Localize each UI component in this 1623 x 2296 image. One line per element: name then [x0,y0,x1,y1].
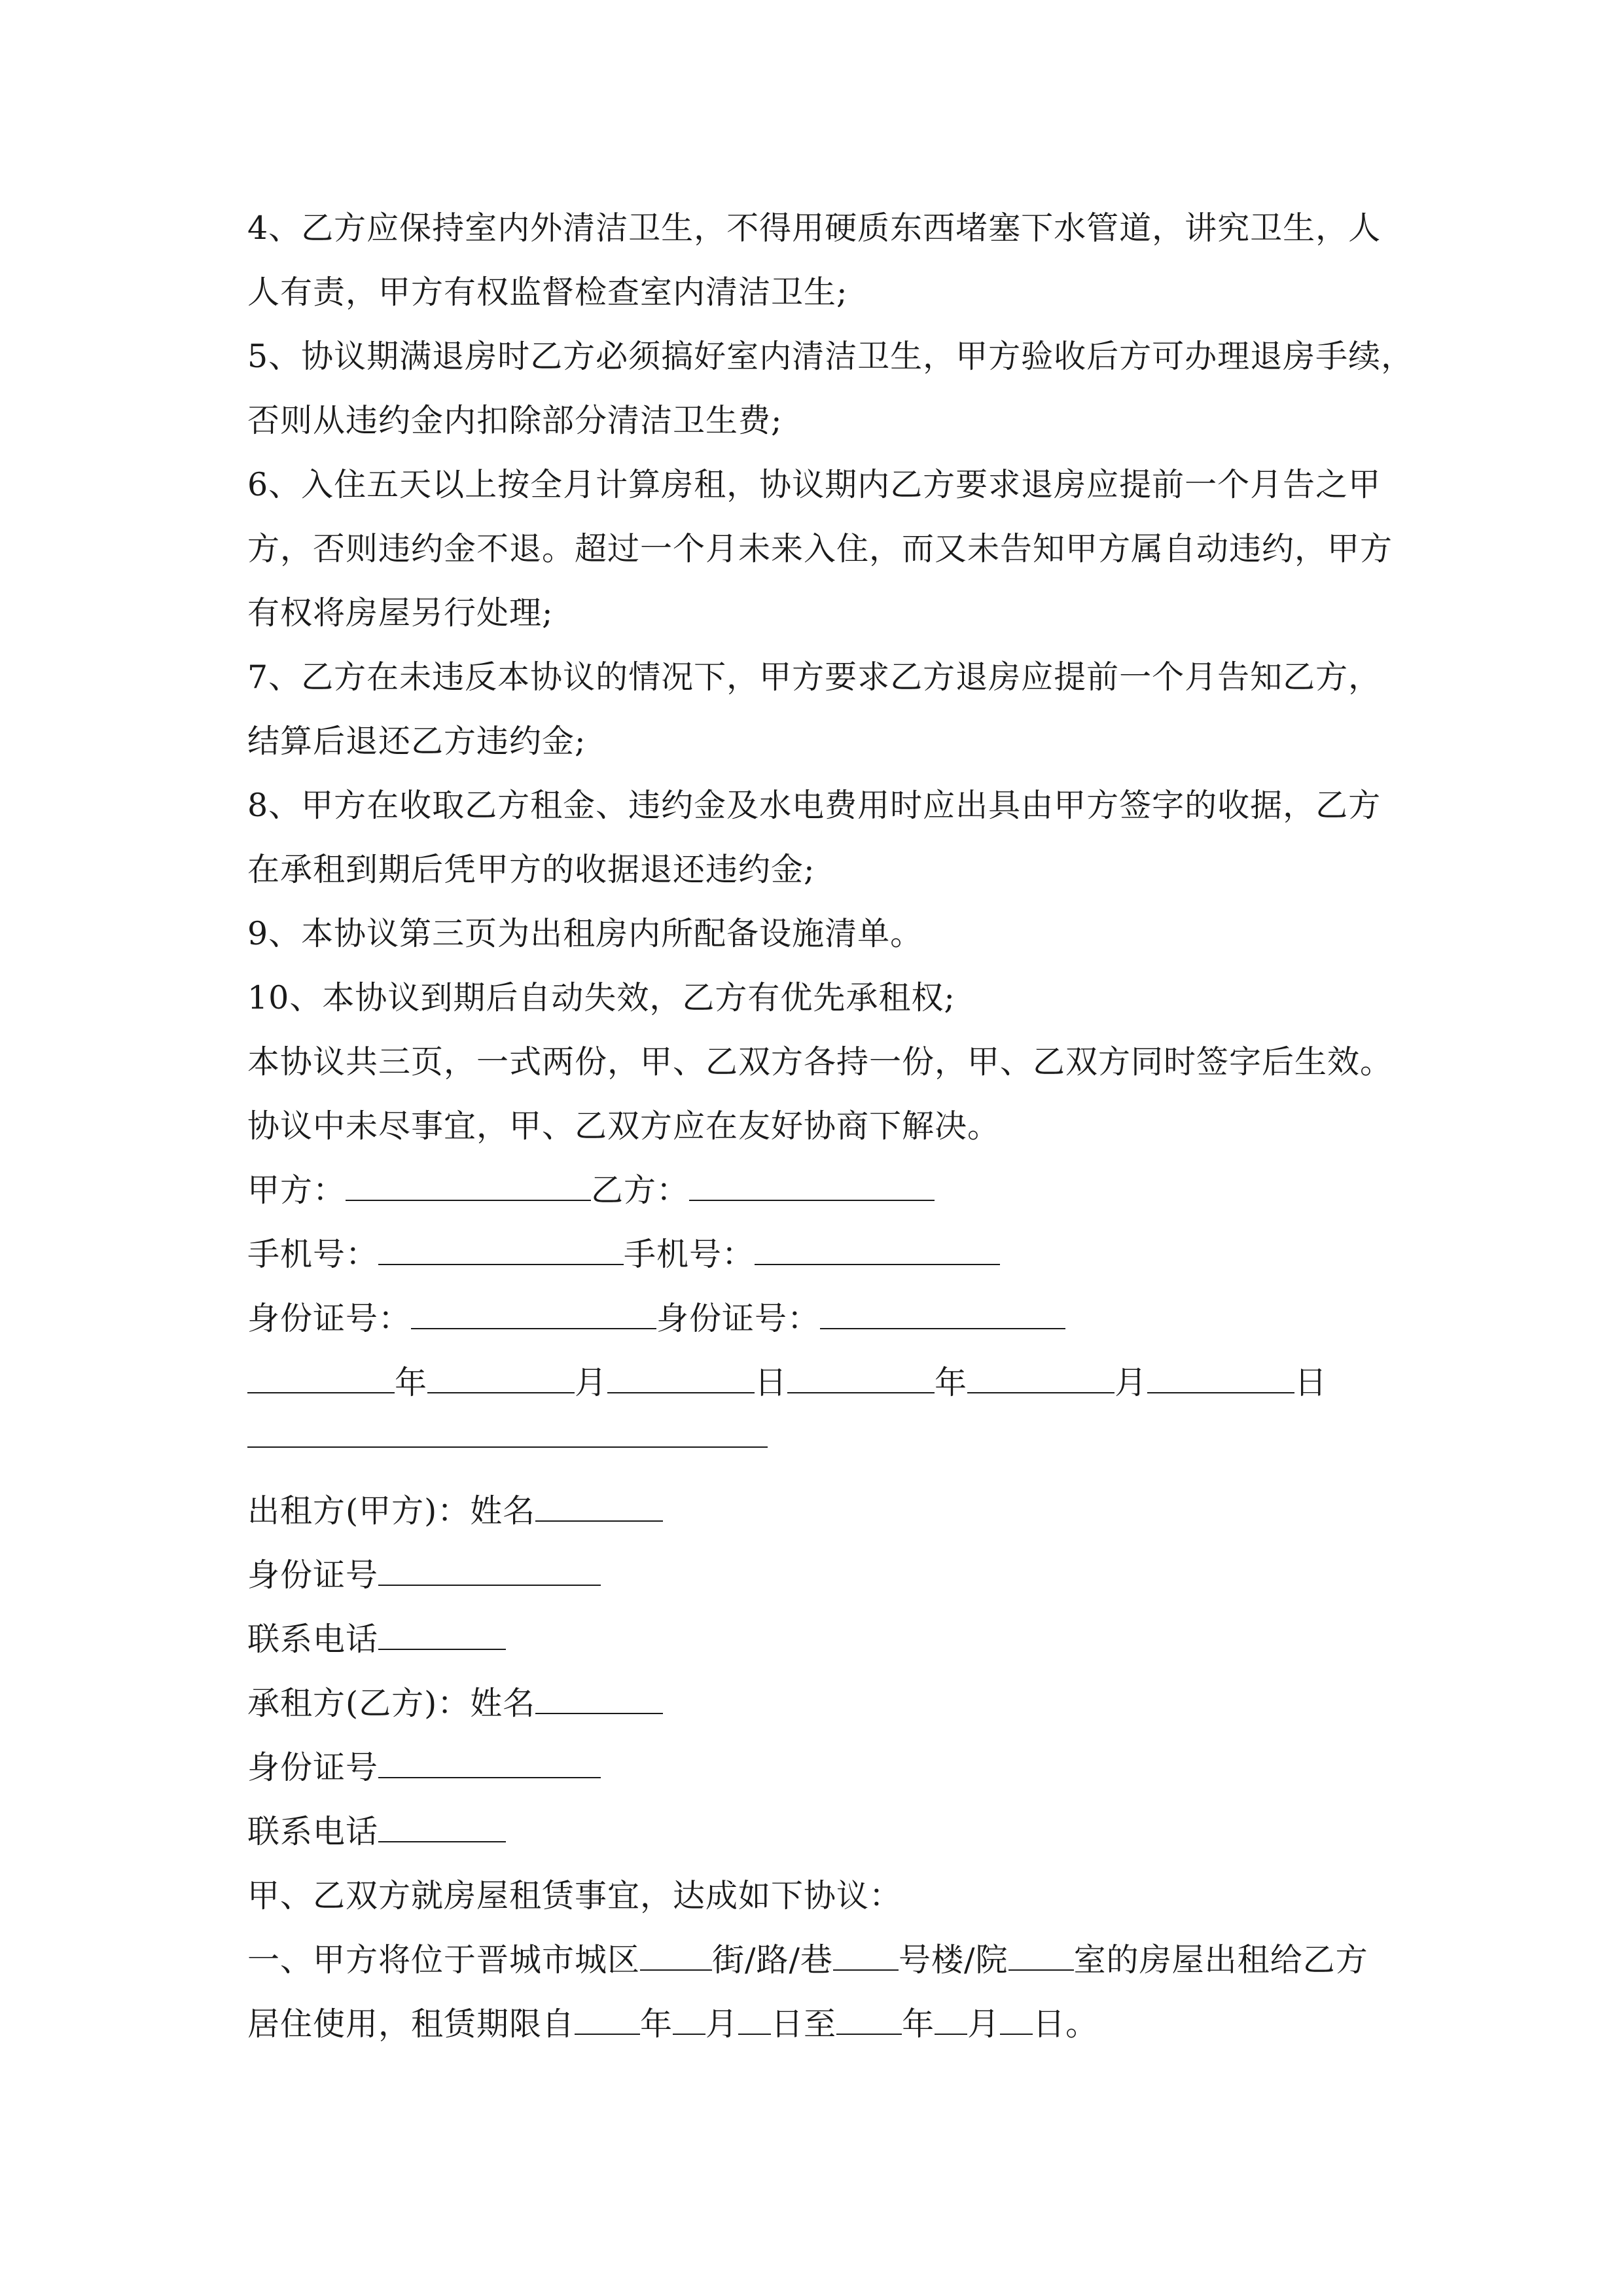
party-b-id-blank[interactable] [820,1302,1065,1329]
clause-5-line-2: 否则从违约金内扣除部分清洁卫生费; [247,402,783,439]
party-a-month-blank[interactable] [427,1366,575,1393]
lessee-name-blank[interactable] [535,1687,663,1714]
agreement-intro: 甲、乙双方就房屋租赁事宜，达成如下协议： [247,1877,902,1914]
clause-7-line-2: 结算后退还乙方违约金; [247,723,586,760]
month-label-b: 月 [1115,1364,1148,1401]
phone-row [247,1223,1412,1287]
party-b-day-blank[interactable] [1147,1366,1294,1393]
end-month-label: 月 [967,2005,1001,2043]
article-1-line-2 [247,1992,1412,2056]
day-label-b: 日 [1294,1364,1328,1401]
closing-line-1: 本协议共三页，一式两份，甲、乙双方各持一份，甲、乙双方同时签字后生效。 [247,1043,1393,1081]
month-label-a: 月 [575,1364,608,1401]
party-signature-row [247,1158,1412,1223]
street-blank[interactable] [640,1943,712,1971]
lessor-id-label: 身份证号 [247,1556,379,1594]
clause-4-line-1: 4、乙方应保持室内外清洁卫生，不得用硬质东西堵塞下水管道，讲究卫生，人 [247,209,1382,247]
party-a-phone-label: 手机号： [247,1236,379,1273]
party-a-year-blank[interactable] [247,1366,395,1393]
closing-line-2: 协议中未尽事宜，甲、乙双方应在友好协商下解决。 [247,1107,1001,1145]
lessor-name-row [247,1479,1412,1543]
article-1-street: 街/路/巷 [712,1941,834,1979]
clause-7-line-1: 7、乙方在未违反本协议的情况下，甲方要求乙方退房应提前一个月告知乙方， [247,658,1382,696]
party-a-id-label: 身份证号： [247,1300,412,1337]
lessor-id-blank[interactable] [378,1558,601,1586]
start-month-blank[interactable] [673,2007,705,2035]
lessor-tel-blank[interactable] [378,1623,506,1650]
lessee-label: 承租方(乙方)：姓名 [247,1685,536,1722]
start-year-blank[interactable] [575,2007,640,2035]
document-page [247,196,1412,2056]
article-1-prefix: 一、甲方将位于晋城市城区 [247,1941,641,1979]
start-day-blank[interactable] [738,2007,771,2035]
room-blank[interactable] [1008,1943,1074,1971]
party-a-phone-blank[interactable] [378,1238,624,1265]
lessee-id-label: 身份证号 [247,1749,379,1786]
clause-6-line-2: 方，否则违约金不退。超过一个月未来入住，而又未告知甲方属自动违约，甲方 [247,530,1393,567]
party-b-id-label: 身份证号： [656,1300,821,1337]
id-row [247,1287,1412,1351]
lessor-name-blank[interactable] [535,1494,663,1522]
date-row [247,1351,1412,1415]
article-1-room: 室的房屋出租给乙方 [1073,1941,1368,1979]
clause-6-line-1: 6、入住五天以上按全月计算房租，协议期内乙方要求退房应提前一个月告之甲 [247,466,1382,503]
party-a-day-blank[interactable] [607,1366,755,1393]
party-b-blank[interactable] [689,1174,935,1201]
lessor-tel-label: 联系电话 [247,1621,379,1658]
year-label-b: 年 [935,1364,968,1401]
article-1-line-1 [247,1928,1412,1992]
lessor-tel-row [247,1607,1412,1672]
lessor-id-row [247,1543,1412,1607]
end-day-blank[interactable] [1000,2007,1033,2035]
building-blank[interactable] [833,1943,899,1971]
lessee-tel-row [247,1800,1412,1864]
party-a-label: 甲方： [247,1172,346,1209]
article-1-building: 号楼/院 [899,1941,1008,1979]
party-a-blank[interactable] [346,1174,591,1201]
year-label-a: 年 [395,1364,428,1401]
article-1-use: 居住使用，租赁期限自 [247,2005,575,2043]
separator [247,1415,1412,1479]
clause-9: 9、本协议第三页为出租房内所配备设施清单。 [247,915,923,952]
lessee-name-row [247,1672,1412,1736]
lessee-id-blank[interactable] [378,1751,601,1778]
start-day-to-label: 日至 [771,2005,837,2043]
lessee-tel-label: 联系电话 [247,1813,379,1850]
start-year-label: 年 [640,2005,673,2043]
clause-5-line-1: 5、协议期满退房时乙方必须搞好室内清洁卫生，甲方验收后方可办理退房手续， [247,338,1414,375]
party-b-month-blank[interactable] [967,1366,1115,1393]
clause-8-line-2: 在承租到期后凭甲方的收据退还违约金; [247,851,815,888]
end-month-blank[interactable] [935,2007,967,2035]
day-label-a: 日 [755,1364,788,1401]
clause-8-line-1: 8、甲方在收取乙方租金、违约金及水电费用时应出具由甲方签字的收据，乙方 [247,787,1382,824]
lessor-label: 出租方(甲方)：姓名 [247,1492,536,1530]
party-b-phone-blank[interactable] [755,1238,1000,1265]
end-year-blank[interactable] [836,2007,902,2035]
end-year-label: 年 [902,2005,935,2043]
party-b-year-blank[interactable] [787,1366,935,1393]
separator-rule [247,1446,768,1448]
clause-6-line-3: 有权将房屋另行处理; [247,594,554,632]
party-b-label: 乙方： [591,1172,690,1209]
lessee-id-row [247,1736,1412,1800]
end-day-label: 日。 [1033,2005,1099,2043]
start-month-label: 月 [705,2005,739,2043]
party-b-phone-label: 手机号： [624,1236,755,1273]
clause-10: 10、本协议到期后自动失效，乙方有优先承租权; [247,979,955,1016]
party-a-id-blank[interactable] [411,1302,656,1329]
clause-4-line-2: 人有责，甲方有权监督检查室内清洁卫生; [247,274,848,311]
lessee-tel-blank[interactable] [378,1815,506,1842]
